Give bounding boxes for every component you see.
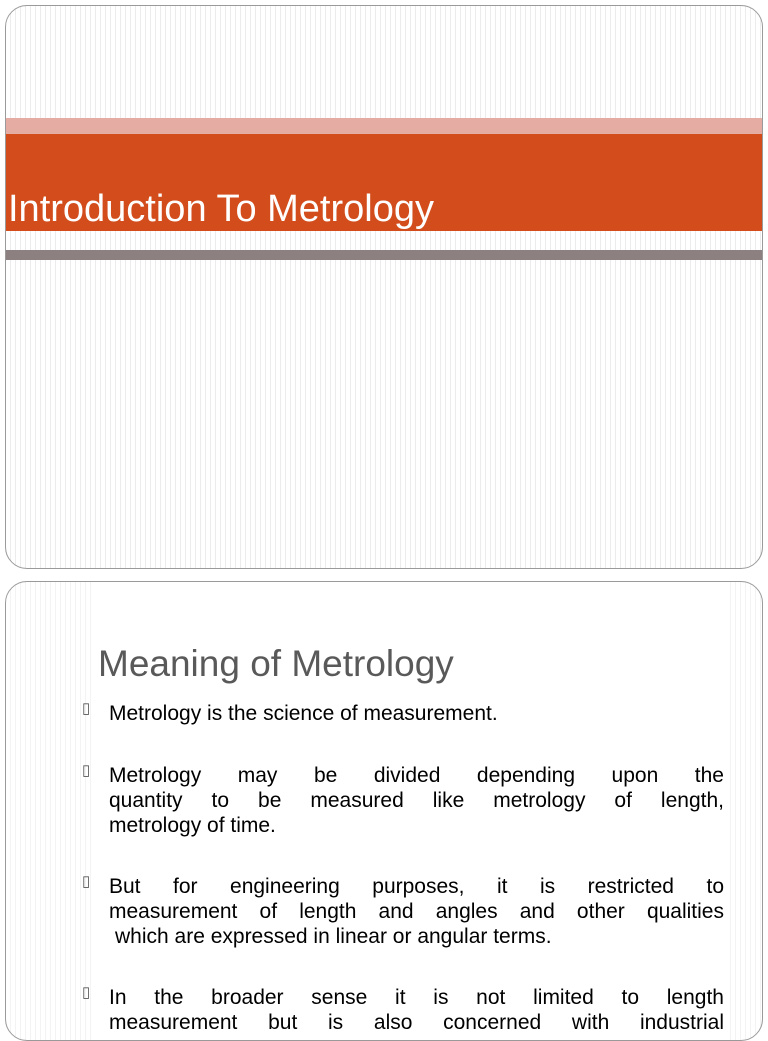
bullet-icon: ▯ [82, 700, 91, 717]
divider-bar [6, 250, 762, 260]
bullet-text [109, 701, 724, 726]
slide-heading: Meaning of Metrology [98, 643, 454, 684]
bullet-item [82, 763, 724, 838]
bullet-text [109, 985, 724, 1035]
bullet-line: metrology of time. [109, 814, 276, 837]
title-slide [5, 5, 763, 569]
bullet-text [109, 874, 724, 949]
bullet-icon: ▯ [82, 873, 91, 890]
bullet-line: measurement but is also concerned with industrial [109, 1011, 724, 1034]
bullet-line: measurement of length and angles and other qualities [109, 900, 724, 923]
bullet-item [82, 874, 724, 949]
bullet-item [82, 985, 724, 1035]
bullet-text [109, 763, 724, 838]
bullet-line: Metrology may be divided depending upon the [109, 764, 724, 787]
accent-stripe [6, 118, 762, 134]
bullet-line: In the broader sense it is not limited to length [109, 986, 724, 1009]
bullet-item [82, 701, 724, 726]
content-slide [5, 581, 763, 1041]
slide-title: Introduction To Metrology [8, 188, 434, 230]
bullet-icon: ▯ [82, 762, 91, 779]
bullet-icon: ▯ [82, 984, 91, 1001]
bullet-line: But for engineering purposes, it is restricted to [109, 875, 724, 898]
bullet-line: quantity to be measured like metrology of length, [109, 789, 724, 812]
bullet-line: which are expressed in linear or angular terms. [115, 925, 552, 948]
bullet-line: Metrology is the science of measurement. [109, 702, 498, 725]
